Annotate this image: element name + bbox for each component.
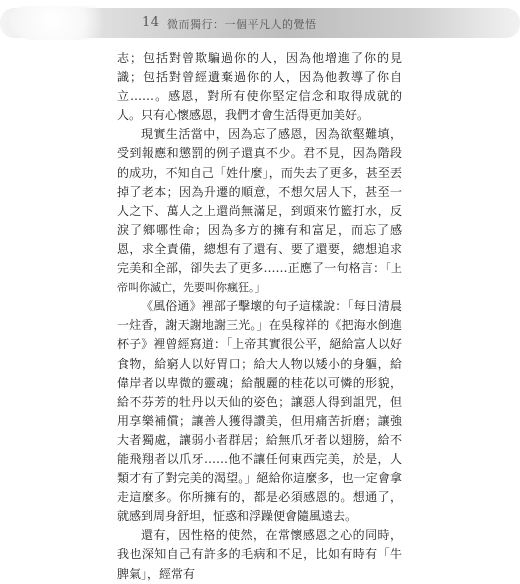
text-segment: 還有，因性格的使然，在常懷感恩之心的同時，我也深知自己有許多的毛病和不足，比如有時有「牛脾氣」，經常有 <box>117 528 402 581</box>
page-header <box>0 0 520 40</box>
running-title: 微而獨行：一個平凡人的覺悟 <box>167 18 317 31</box>
paragraph-4 <box>117 526 402 583</box>
paragraph-1 <box>117 49 402 125</box>
text-segment: 志；包括對曾欺騙過你的人，因為他增進了你的見識；包括對曾經遺棄過你的人，因為他教導了你自立……。感恩，對所有使你堅定信念和取得成就的人。只有心懷感恩，我們才會生活得更加美好。 <box>117 51 402 123</box>
paragraph-2 <box>117 125 402 297</box>
body-text <box>117 49 402 584</box>
page-number: 14 <box>142 15 160 30</box>
text-segment: 現實生活當中，因為忘了感恩，因為欲壑難填，受到報應和懲罰的例子還真不少。君不見，因為階段的成功，不知自己「姓什麼」，而失去了更多，甚至丟掉了老本；因為升遷的順意，不想欠居人下，甚至一人之下、萬人之上還尚無滿足，到頭來竹籃打水，反淚了鄉哪性命；因為多方的擁有和富足，而忘了感恩，求全責備，總想有了還有、要了還要，總想追求完美和全部，卻失去了更多……正應了一句格言： <box>117 127 402 276</box>
text-segment: 《風俗通》裡部子擊壞的句子這樣說：「每日清晨一炷香，謝天謝地謝三光。」在吳稼祥的《把海水倒進杯子》裡曾經寫道：「上帝其實很公平，絕給富人以好食物，給窮人以好胃口；給大人物以矮小的身軀，給偉岸者以卑微的靈魂；給靚麗的桂花以可憐的形貌，給不芬芳的牡丹以天仙的姿色；讓惡人得到詛咒，但用享樂補償；讓善人獲得讚美，但用痛苦折磨；讓強大者獨處，讓弱小者群居；給無爪牙者以翅膀，給不能飛翔者以爪牙……他不讓任何東西完美，於是，人類才有了對完美的渴望。」絕給你這麼多，也一定會拿走這麼多。你所擁有的，都是必須感恩的。想通了，就感到周身舒坦，怔惑和浮躁便會隨風遠去。 <box>117 299 402 524</box>
paragraph-3 <box>117 297 402 526</box>
quoted-maxim: 「上帝叫你滅亡，先要叫你瘋狂。」 <box>117 262 403 295</box>
header-swoosh-decoration <box>10 6 118 40</box>
